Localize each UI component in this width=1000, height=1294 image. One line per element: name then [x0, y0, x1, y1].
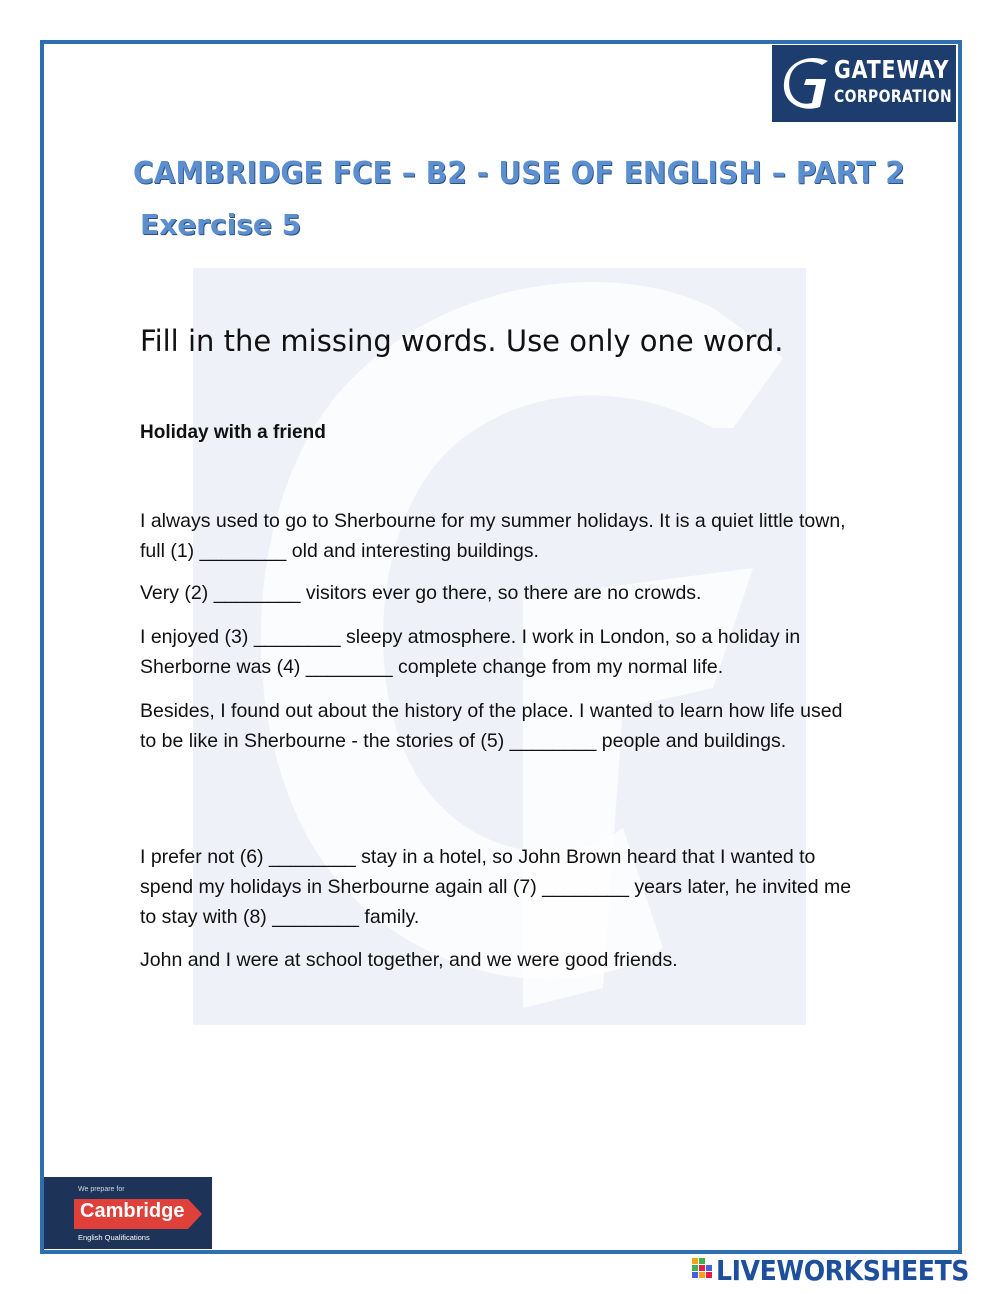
paragraph-text: years later, he invited me to stay with (8) — [140, 876, 852, 928]
paragraph-4 — [140, 696, 860, 756]
blank-8[interactable]: ________ — [272, 906, 359, 928]
text-title: Holiday with a friend — [140, 422, 326, 443]
liveworksheets-wordmark: LIVEWORKSHEETS — [716, 1254, 970, 1287]
paragraph-text: people and buildings. — [596, 730, 787, 752]
gateway-g-icon — [782, 55, 832, 111]
paragraph-text: complete change from my normal life. — [392, 656, 724, 678]
blank-2[interactable]: ________ — [213, 582, 301, 604]
liveworksheets-blocks-icon — [692, 1258, 714, 1282]
paragraph-3 — [140, 622, 860, 682]
paragraph-text: stay in a hotel, so John Brown heard that I wanted to spend my holidays in Sherbourne again all (7) — [140, 846, 816, 898]
paragraph-1 — [140, 506, 860, 566]
exercise-number: Exercise 5 — [140, 208, 302, 241]
blank-7[interactable]: ________ — [542, 876, 629, 898]
gateway-logo — [772, 45, 956, 122]
gateway-logo-line2: CORPORATION — [834, 87, 953, 107]
paragraph-text: family. — [358, 906, 420, 928]
paragraph-text: I enjoyed (3) — [140, 626, 254, 648]
paragraph-text: sleepy atmosphere. I work in London, so a holiday in Sherborne was (4) — [140, 626, 801, 678]
instruction: Fill in the missing words. Use only one word. — [140, 324, 784, 358]
paragraph-5 — [140, 842, 860, 932]
paragraph-text: I prefer not (6) — [140, 846, 269, 868]
page-title: CAMBRIDGE FCE – B2 - USE OF ENGLISH – PART 2 — [133, 156, 905, 191]
paragraph-6: John and I were at school together, and we were good friends. — [140, 949, 678, 971]
blank-3[interactable]: ________ — [253, 626, 341, 648]
paragraph-text: old and interesting buildings. — [286, 540, 539, 562]
paragraph-text: Besides, I found out about the history of the place. I wanted to learn how life used to be like in Sherbourne - the stories of (5) — [140, 700, 843, 752]
paragraph-2 — [140, 578, 860, 608]
cambridge-subtitle: English Qualifications — [78, 1233, 150, 1242]
gateway-logo-line1: GATEWAY — [834, 55, 950, 84]
blank-1[interactable]: ________ — [199, 540, 287, 562]
paragraph-text: visitors ever go there, so there are no crowds. — [300, 582, 702, 604]
cambridge-tagline: We prepare for — [78, 1186, 125, 1193]
cambridge-logo — [44, 1177, 212, 1249]
blank-6[interactable]: ________ — [268, 846, 356, 868]
blank-4[interactable]: ________ — [305, 656, 393, 678]
paragraph-text: Very (2) — [140, 582, 214, 604]
blank-5[interactable]: ________ — [509, 730, 597, 752]
cambridge-name: Cambridge — [80, 1200, 185, 1222]
paragraph-text: I always used to go to Sherbourne for my summer holidays. It is a quiet little town, full (1) — [140, 510, 846, 562]
